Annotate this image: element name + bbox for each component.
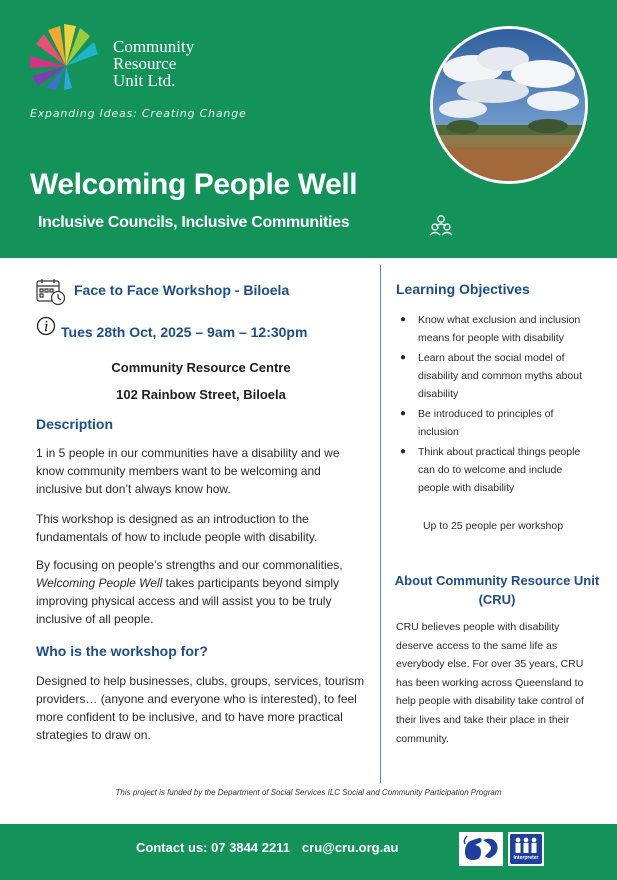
- tagline: Expanding Ideas: Creating Change: [30, 107, 247, 120]
- list-item: ● Know what exclusion and inclusion means for people with disability: [400, 314, 581, 344]
- description-para-1: 1 in 5 people in our communities have a disability and we know community members want to be welcoming and inclusive but don’t always know how.: [36, 446, 340, 496]
- footer-banner: [0, 824, 617, 880]
- info-icon: [36, 316, 56, 336]
- funding-note: This project is funded by the Department of Social Services ILC Social and Community Participation Program: [115, 788, 502, 797]
- org-name-line-2: Resource: [113, 54, 177, 73]
- org-name: [113, 38, 194, 89]
- description-para-2: This workshop is designed as an introduction to the fundamentals of how to include people with disability.: [36, 512, 318, 544]
- description-para-3: [36, 556, 368, 628]
- audience-para: Designed to help businesses, clubs, groups, services, tourism providers… (anyone and everyone who is interested), to feel more confident to be inclusive, and to have more practical strategies to draw on.: [36, 674, 365, 742]
- people-icon: [428, 212, 454, 238]
- list-item: ● Learn about the social model of disability and common myths about disability: [400, 352, 582, 400]
- sign-language-icon: [459, 832, 503, 866]
- interpreter-icon: [508, 832, 544, 866]
- description-heading: Description: [36, 416, 114, 432]
- about-heading: About Community Resource Unit (CRU): [394, 573, 600, 607]
- workshop-title: Face to Face Workshop - Biloela: [74, 282, 290, 298]
- contact-line: [136, 840, 398, 855]
- capacity-note: Up to 25 people per workshop: [422, 520, 564, 532]
- calendar-clock-icon: [36, 278, 66, 306]
- venue-name: Community Resource Centre: [111, 360, 291, 375]
- landscape-photo: [430, 26, 588, 184]
- program-name: Welcoming People Well: [36, 576, 163, 590]
- contact-phone: Contact us: 07 3844 2211: [136, 840, 290, 855]
- objectives-heading: Learning Objectives: [396, 281, 530, 297]
- page-title: Welcoming People Well: [30, 168, 358, 201]
- venue-address: 102 Rainbow Street, Biloela: [116, 387, 286, 402]
- contact-email: cru@cru.org.au: [301, 840, 399, 855]
- list-item: ● Think about practical things people can do to welcome and include people with disability: [400, 446, 581, 494]
- interpreter-label: Interpreter: [513, 855, 539, 861]
- description-para-3-end: takes participants beyond simply improving physical access and will assist you to be truly inclusive of all people.: [36, 576, 340, 626]
- list-item: ● Be introduced to principles of inclusion: [400, 408, 554, 438]
- workshop-date: Tues 28th Oct, 2025 – 9am – 12:30pm: [61, 324, 308, 340]
- audience-heading: Who is the workshop for?: [36, 643, 208, 659]
- org-name-line-1: Community: [113, 37, 195, 56]
- org-name-line-3: Unit Ltd.: [113, 71, 176, 90]
- objectives-list: [398, 311, 596, 499]
- description-para-3-start: By focusing on people’s strengths and our commonalities,: [36, 558, 343, 572]
- page-subtitle: Inclusive Councils, Inclusive Communities: [38, 214, 350, 231]
- cru-logo: [24, 20, 104, 90]
- column-divider: [380, 265, 381, 783]
- header-banner: [0, 0, 617, 258]
- about-para: CRU believes people with disability deserve access to the same life as everybody else. For over 35 years, CRU has been working across Queensland to help people with disability take control of their lives and take their place in their community.: [396, 621, 584, 745]
